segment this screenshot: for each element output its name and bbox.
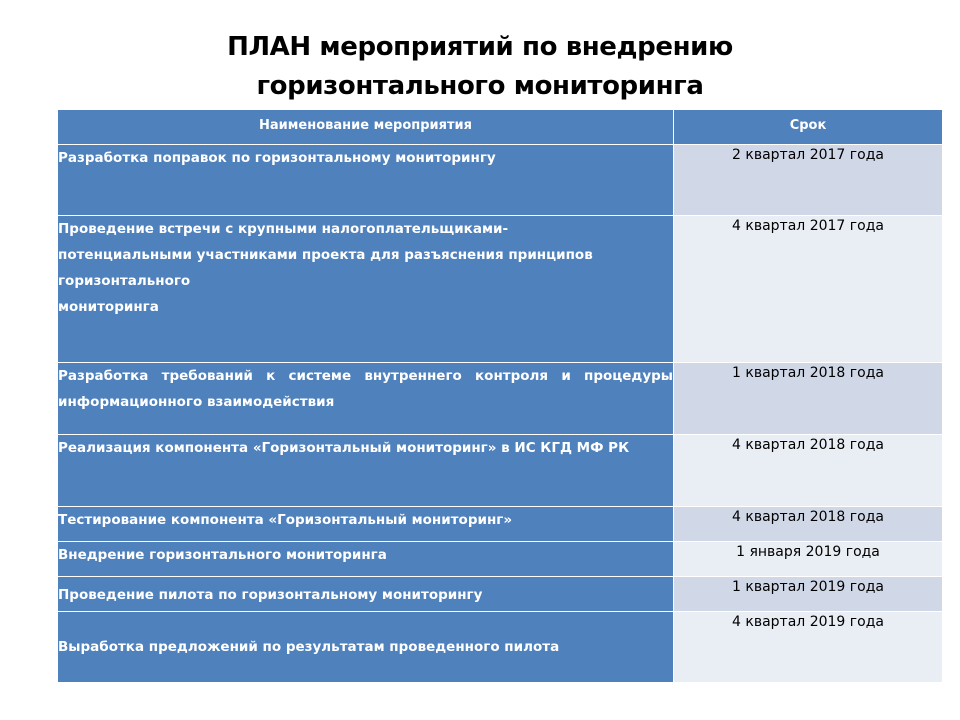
title-line-1: ПЛАН мероприятий по внедрению: [227, 32, 733, 62]
row-term: 1 квартал 2019 года: [674, 577, 943, 612]
row-term: 4 квартал 2018 года: [674, 507, 943, 542]
row-name: Реализация компонента «Горизонтальный мониторинг» в ИС КГД МФ РК: [58, 435, 674, 507]
page-title: [0, 28, 960, 106]
table-row: [58, 507, 943, 542]
row-name: Разработка требований к системе внутреннего контроля и процедуры информационного взаимодействия: [58, 363, 674, 435]
row-name: Разработка поправок по горизонтальному мониторингу: [58, 145, 674, 216]
row-term: 1 января 2019 года: [674, 542, 943, 577]
table-row: [58, 577, 943, 612]
row-term: 4 квартал 2019 года: [674, 612, 943, 683]
title-line-2: горизонтального мониторинга: [256, 71, 704, 101]
row-term: 4 квартал 2017 года: [674, 216, 943, 363]
row-name: Проведение встречи с крупными налогоплательщиками- потенциальными участниками проекта для разъяснения принципов горизонтального мониторинга: [58, 216, 674, 363]
table-header-row: [58, 110, 943, 145]
table-row: [58, 435, 943, 507]
row-name: Тестирование компонента «Горизонтальный мониторинг»: [58, 507, 674, 542]
header-term: Срок: [674, 110, 943, 145]
plan-table: [57, 109, 943, 683]
table-row: [58, 216, 943, 363]
row-term: 2 квартал 2017 года: [674, 145, 943, 216]
row-term: 4 квартал 2018 года: [674, 435, 943, 507]
row-name: Проведение пилота по горизонтальному мониторингу: [58, 577, 674, 612]
header-name: Наименование мероприятия: [58, 110, 674, 145]
table-row: [58, 145, 943, 216]
table-row: [58, 363, 943, 435]
row-name: Внедрение горизонтального мониторинга: [58, 542, 674, 577]
table-row: [58, 612, 943, 683]
row-term: 1 квартал 2018 года: [674, 363, 943, 435]
row-name: Выработка предложений по результатам проведенного пилота: [58, 612, 674, 683]
table-row: [58, 542, 943, 577]
